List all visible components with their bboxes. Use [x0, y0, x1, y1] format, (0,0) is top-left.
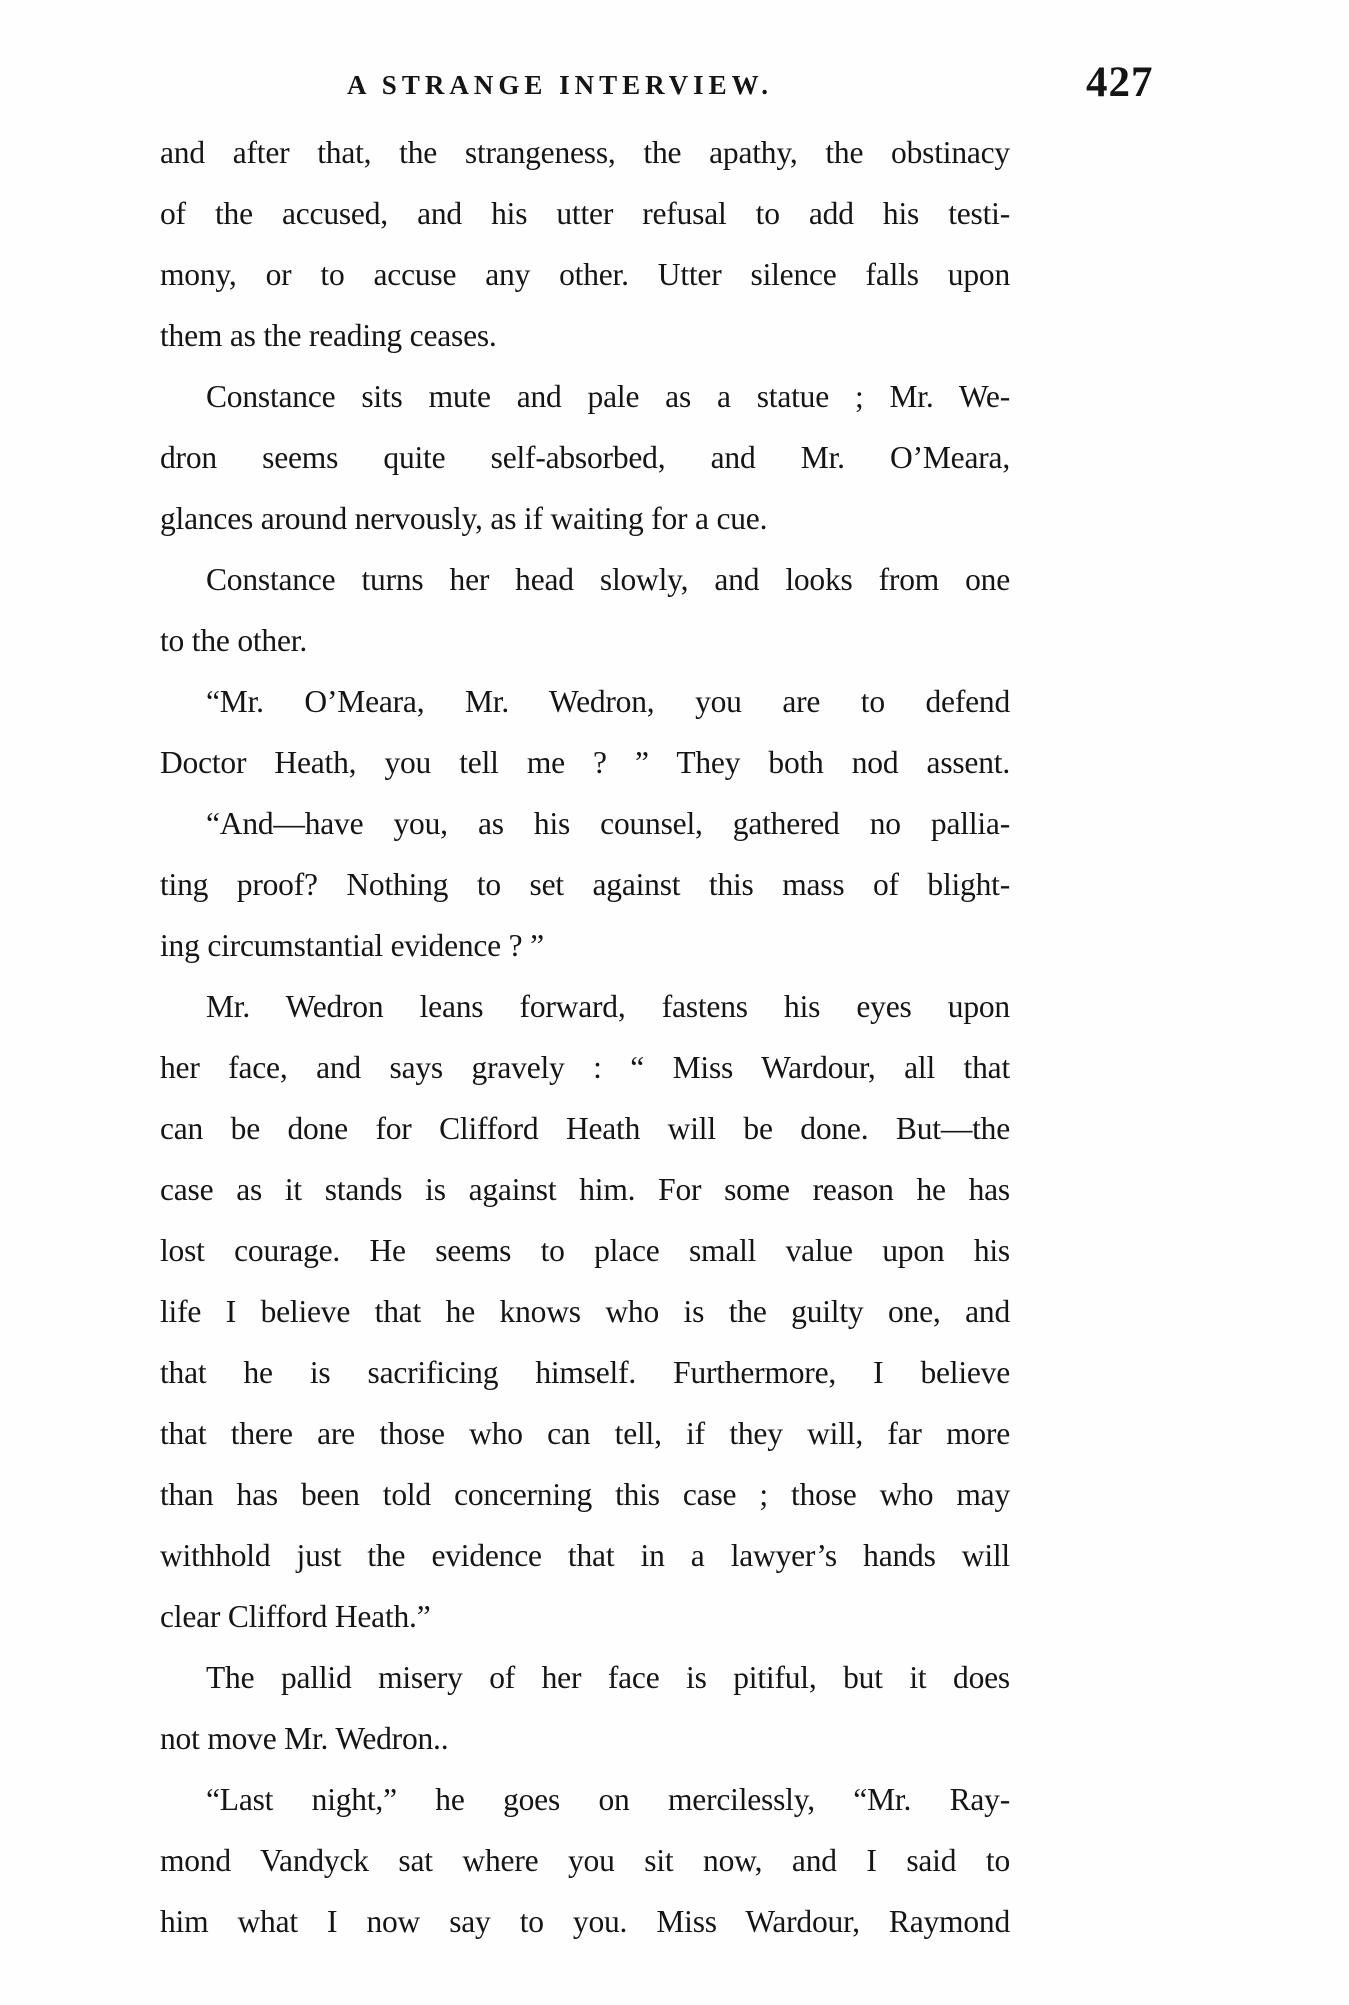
text-line: not move Mr. Wedron.. [160, 1721, 449, 1756]
text-line: case as it stands is against him. For some reason he has [160, 1172, 1010, 1207]
text-line: them as the reading ceases. [160, 318, 497, 353]
text-line: The pallid misery of her face is pitiful, but it does [206, 1660, 1010, 1695]
text-line: withhold just the evidence that in a lawyer’s hands will [160, 1538, 1010, 1573]
text-line: that there are those who can tell, if they will, far more [160, 1416, 1010, 1451]
text-line: clear Clifford Heath.” [160, 1599, 431, 1634]
text-line: life I believe that he knows who is the guilty one, and [160, 1294, 1010, 1329]
text-line: him what I now say to you. Miss Wardour, Raymond [160, 1904, 1010, 1939]
text-line: that he is sacrificing himself. Furthermore, I believe [160, 1355, 1010, 1390]
text-line: Mr. Wedron leans forward, fastens his eyes upon [206, 989, 1010, 1024]
text-line: Doctor Heath, you tell me ? ” They both nod assent. [160, 745, 1010, 780]
text-line: mony, or to accuse any other. Utter silence falls upon [160, 257, 1010, 292]
chapter-title: A STRANGE INTERVIEW. [347, 70, 773, 100]
page-number: 427 [1086, 59, 1154, 106]
text-line: ing circumstantial evidence ? ” [160, 928, 544, 963]
text-line: and after that, the strangeness, the apathy, the obstinacy [160, 135, 1010, 170]
text-line: than has been told concerning this case ; those who may [160, 1477, 1010, 1512]
text-line: her face, and says gravely : “ Miss Wardour, all that [160, 1050, 1010, 1085]
text-line: “Last night,” he goes on mercilessly, “Mr. Ray- [206, 1782, 1010, 1817]
text-line: Constance sits mute and pale as a statue ; Mr. We- [206, 379, 1010, 414]
text-line: “And—have you, as his counsel, gathered no pallia- [206, 806, 1010, 841]
text-line: “Mr. O’Meara, Mr. Wedron, you are to defend [206, 684, 1010, 719]
running-header [0, 0, 1349, 120]
body-text [160, 122, 1010, 1952]
text-line: Constance turns her head slowly, and looks from one [206, 562, 1010, 597]
text-line: to the other. [160, 623, 307, 658]
text-line: of the accused, and his utter refusal to add his testi- [160, 196, 1010, 231]
text-line: dron seems quite self-absorbed, and Mr. O’Meara, [160, 440, 1010, 475]
text-line: ting proof? Nothing to set against this mass of blight- [160, 867, 1010, 902]
text-line: mond Vandyck sat where you sit now, and I said to [160, 1843, 1010, 1878]
text-line: can be done for Clifford Heath will be done. But—the [160, 1111, 1010, 1146]
text-line: lost courage. He seems to place small value upon his [160, 1233, 1010, 1268]
text-line: glances around nervously, as if waiting for a cue. [160, 501, 768, 536]
